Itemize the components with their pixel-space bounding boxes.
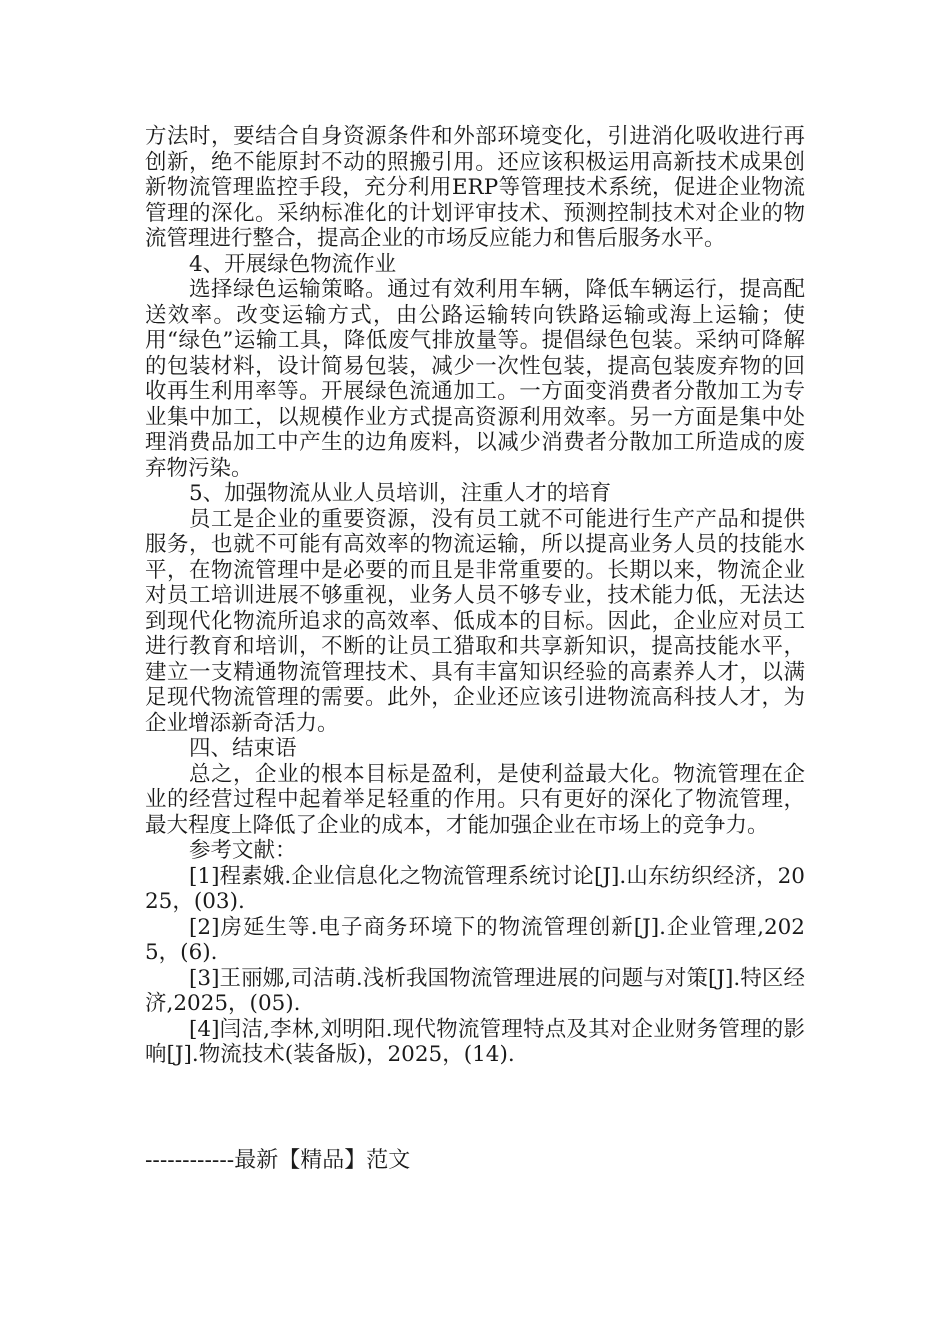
reference-item-3: [3]王丽娜,司洁萌.浅析我国物流管理进展的问题与对策[J].特区经济,2025，(05). (145, 965, 805, 1016)
reference-item-2: [2]房延生等.电子商务环境下的物流管理创新[J].企业管理,2025，(6). (145, 914, 805, 965)
section-heading-green-logistics: 4、开展绿色物流作业 (189, 251, 397, 277)
paragraph-continuation: 方法时，要结合自身资源条件和外部环境变化，引进消化吸收进行再创新，绝不能原封不动的照搬引用。还应该积极运用高新技术成果创新物流管理监控手段，充分利用ERP等管理技术系统，促进企业物流管理的深化。采纳标准化的计划评审技术、预测控制技术对企业的物流管理进行整合，提高企业的市场反应能力和售后服务水平。 (145, 124, 805, 251)
section-heading-conclusion: 四、结束语 (189, 736, 297, 761)
page-footer: ------------最新【精品】范文 (145, 1148, 411, 1173)
paragraph-green-logistics: 选择绿色运输策略。通过有效利用车辆，降低车辆运行，提高配送效率。改变运输方式，由公路运输转向铁路运输或海上运输；使用“绿色”运输工具，降低废气排放量等。提倡绿色包装。采纳可降解的包装材料，设计简易包装，减少一次性包装，提高包装废弃物的回收再生利用率等。开展绿色流通加工。一方面变消费者分散加工为专业集中加工，以规模作业方式提高资源利用效率。另一方面是集中处理消费品加工中产生的边角废料，以减少消费者分散加工所造成的废弃物污染。 (145, 277, 805, 481)
document-body (145, 124, 805, 1068)
references-heading: 参考文献： (189, 838, 297, 863)
reference-item-4: [4]闫洁,李林,刘明阳.现代物流管理特点及其对企业财务管理的影响[J].物流技术(装备版)，2025，(14). (145, 1016, 805, 1067)
paragraph-conclusion: 总之，企业的根本目标是盈利，是使利益最大化。物流管理在企业的经营过程中起着举足轻重的作用。只有更好的深化了物流管理，最大程度上降低了企业的成本，才能加强企业在市场上的竞争力。 (145, 761, 805, 838)
section-heading-staff-training: 5、加强物流从业人员培训，注重人才的培育 (189, 481, 612, 506)
paragraph-staff-training: 员工是企业的重要资源，没有员工就不可能进行生产产品和提供服务，也就不可能有高效率的物流运输，所以提高业务人员的技能水平，在物流管理中是必要的而且是非常重要的。长期以来，物流企业对员工培训进展不够重视，业务人员不够专业，技术能力低，无法达到现代化物流所追求的高效率、低成本的目标。因此，企业应对员工进行教育和培训，不断的让员工猎取和共享新知识，提高技能水平，建立一支精通物流管理技术、具有丰富知识经验的高素养人才，以满足现代物流管理的需要。此外，企业还应该引进物流高科技人才，为企业增添新奇活力。 (145, 506, 805, 736)
reference-item-1: [1]程素娥.企业信息化之物流管理系统讨论[J].山东纺织经济，2025，(03). (145, 863, 805, 914)
